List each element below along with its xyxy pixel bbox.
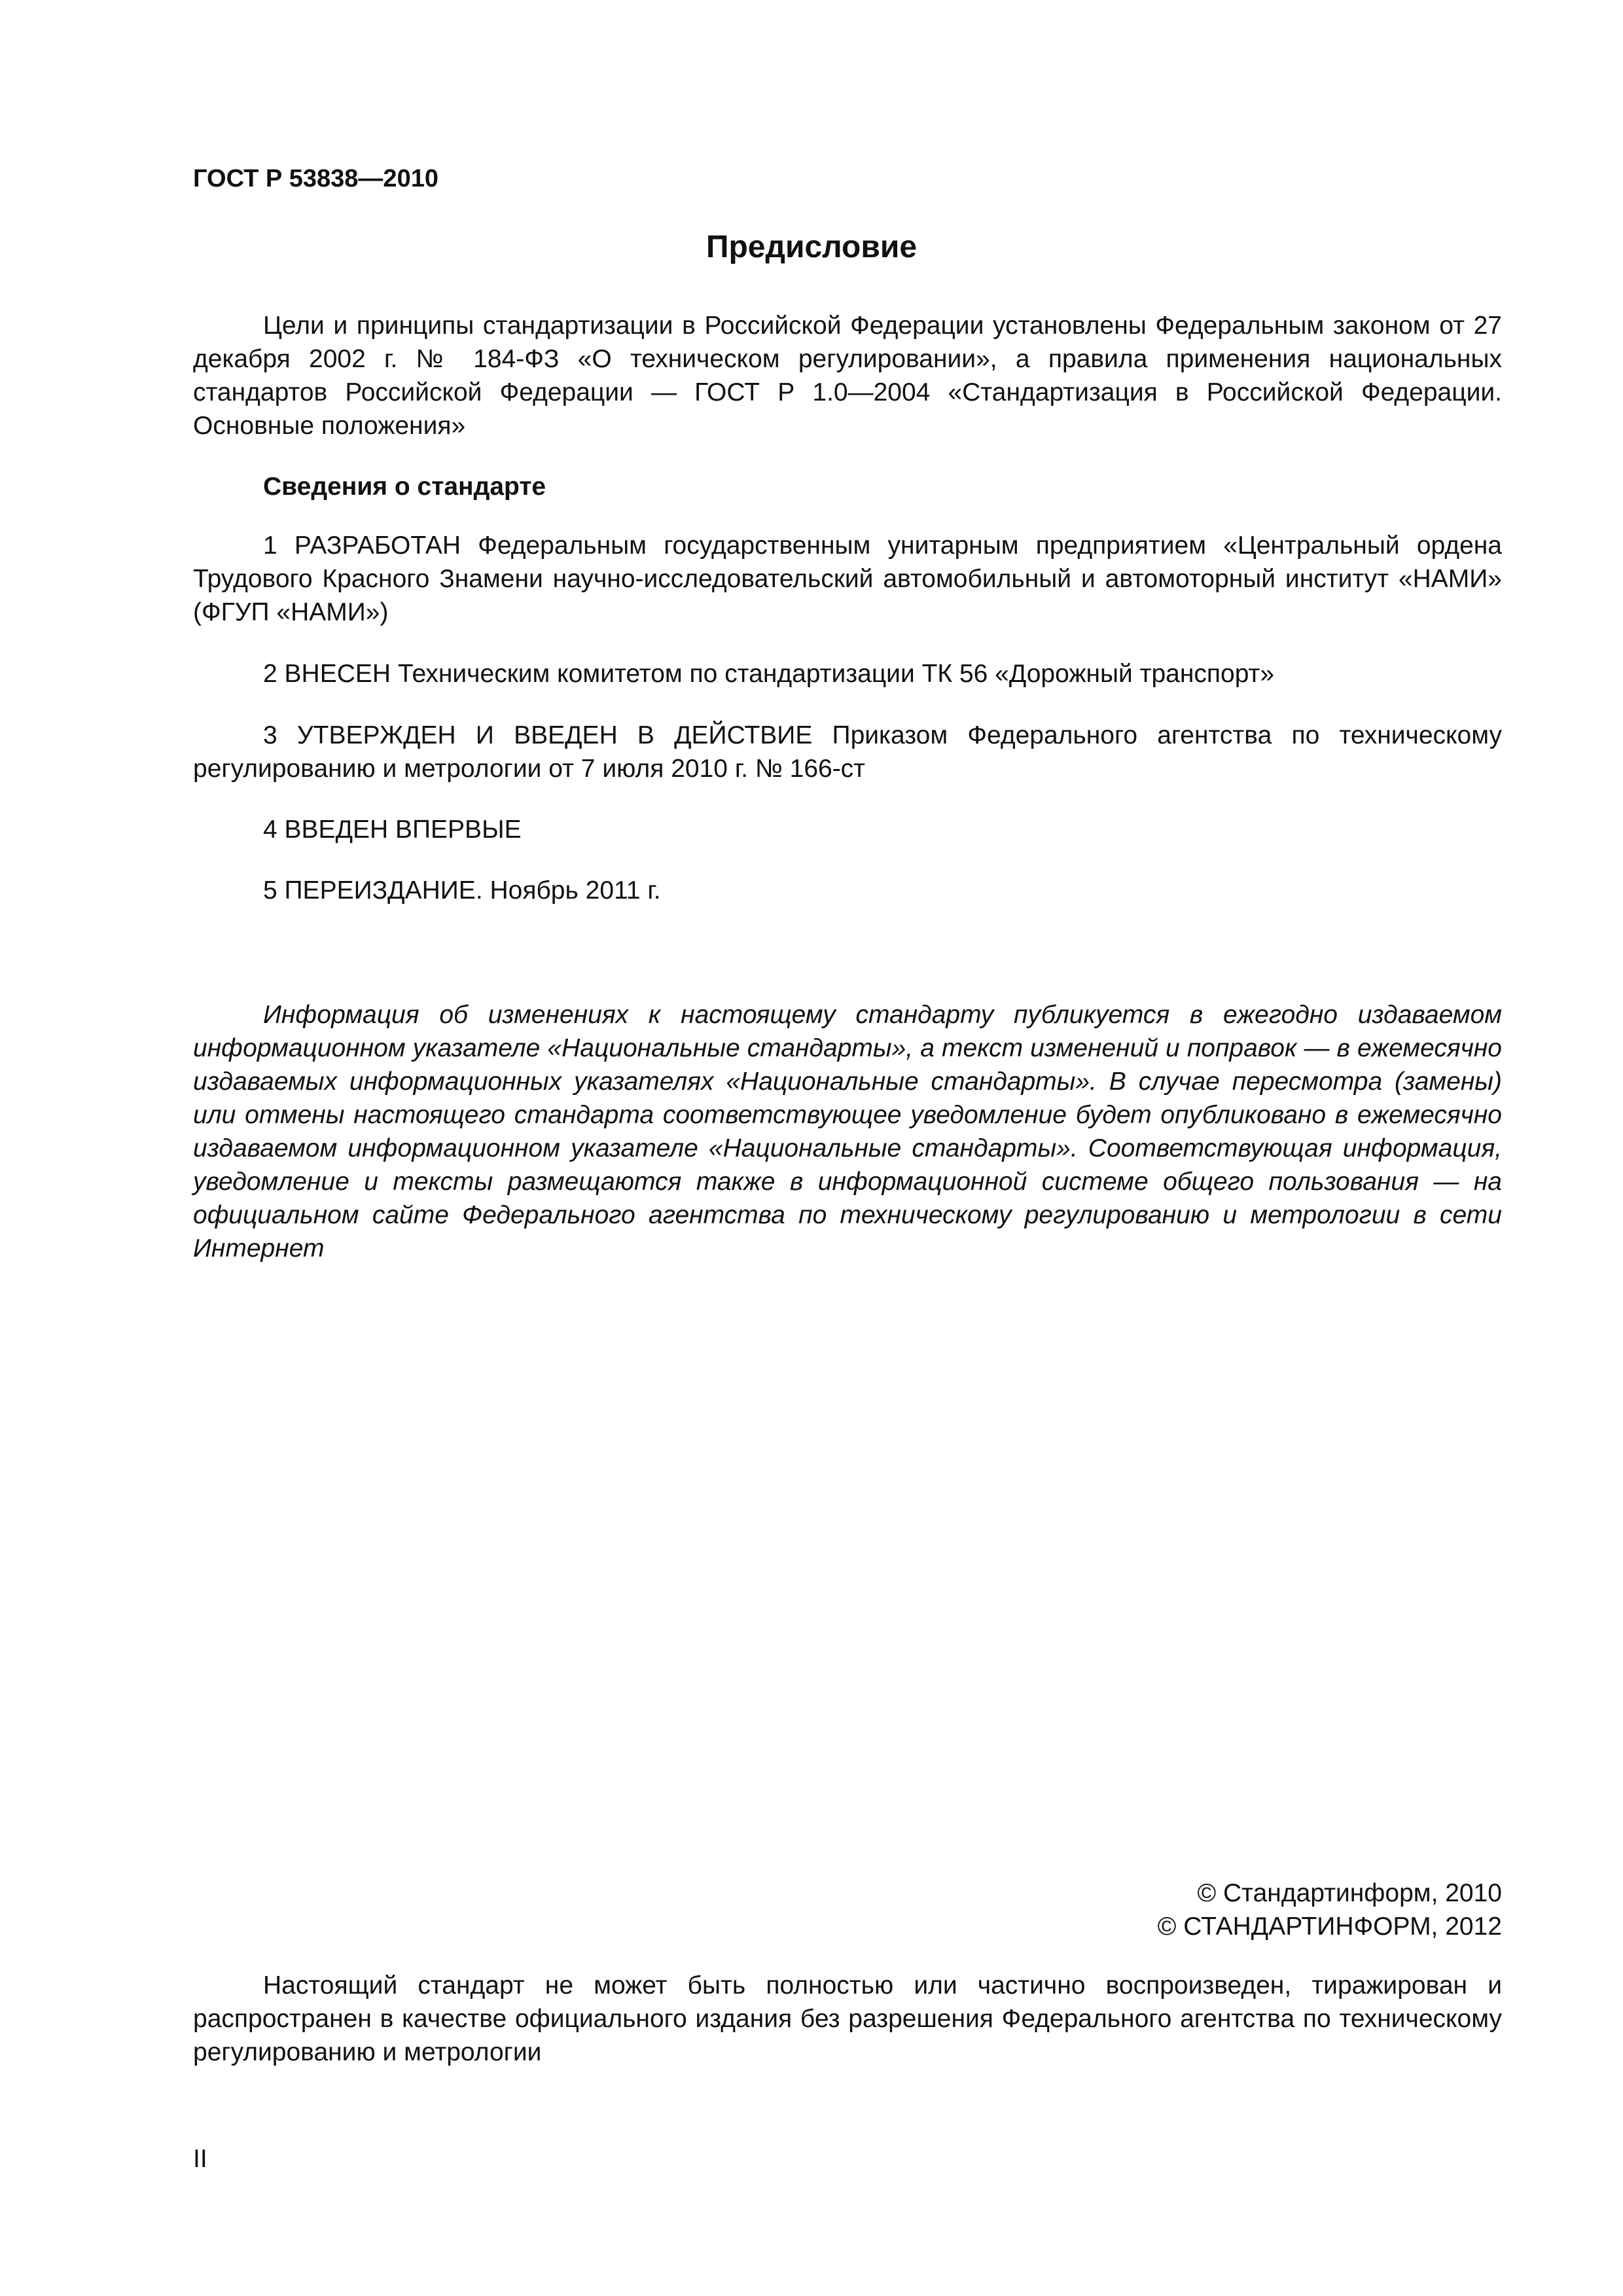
item-submitted: 2 ВНЕСЕН Техническим комитетом по стандартизации ТК 56 «Дорожный транспорт» bbox=[263, 660, 1275, 688]
page-number: II bbox=[193, 2145, 207, 2173]
item-reissue: 5 ПЕРЕИЗДАНИЕ. Ноябрь 2011 г. bbox=[263, 876, 661, 905]
reproduction-notice: Настоящий стандарт не может быть полностью или частично воспроизведен, тиражирован и распространен в качестве официального издания без разрешения Федерального агентства по техническому регулированию и метрологии bbox=[193, 1971, 1502, 2066]
list-item bbox=[193, 813, 1502, 846]
info-heading: Сведения о стандарте bbox=[263, 473, 546, 501]
footer-block bbox=[193, 1969, 1502, 2069]
copyright-line-1: © Стандартинформ, 2010 bbox=[1197, 1879, 1502, 1907]
item-approved: 3 УТВЕРЖДЕН И ВВЕДЕН В ДЕЙСТВИЕ Приказом Федерального агентства по техническому регулированию и метрологии от 7 июля 2010 г. № 166-ст bbox=[193, 721, 1502, 783]
list-item bbox=[193, 657, 1502, 691]
item-first-introduced: 4 ВВЕДЕН ВПЕРВЫЕ bbox=[263, 816, 522, 844]
page-title: Предисловие bbox=[705, 230, 918, 264]
list-item bbox=[193, 529, 1502, 629]
list-item bbox=[193, 874, 1502, 907]
intro-paragraph: Цели и принципы стандартизации в Российской Федерации установлены Федеральным законом от 27 декабря 2002 г. № 184-ФЗ «О техническом регулировании», а правила применения национальных стандартов Российской Федерации — ГОСТ Р 1.0—2004 «Стандартизация в Российской Федерации. Основные положения» bbox=[193, 312, 1502, 440]
standard-id-header: ГОСТ Р 53838—2010 bbox=[193, 165, 438, 192]
info-heading-block bbox=[193, 470, 1502, 503]
item-developed: 1 РАЗРАБОТАН Федеральным государственным унитарным предприятием «Центральный ордена Трудового Красного Знамени научно-исследовательский автомобильный и автомоторный институт «НАМИ» (ФГУП «НАМИ») bbox=[193, 531, 1502, 626]
list-item bbox=[193, 719, 1502, 785]
notice-block bbox=[193, 998, 1502, 1265]
intro-paragraph-block bbox=[193, 309, 1502, 442]
changes-notice: Информация об изменениях к настоящему стандарту публикуется в ежегодно издаваемом информационном указателе «Национальные стандарты», а текст изменений и поправок — в ежемесячно издаваемых информационных указателях «Национальные стандарты». В случае пересмотра (замены) или отмены настоящего стандарта соответствующее уведомление будет опубликовано в ежемесячно издаваемом информационном указателе «Национальные стандарты». Соответствующая информация, уведомление и тексты размещаются также в информационной системе общего пользования — на официальном сайте Федерального агентства по техническому регулированию и метрологии в сети Интернет bbox=[193, 1001, 1502, 1263]
copyright-line-2: © СТАНДАРТИНФОРМ, 2012 bbox=[1157, 1912, 1502, 1941]
